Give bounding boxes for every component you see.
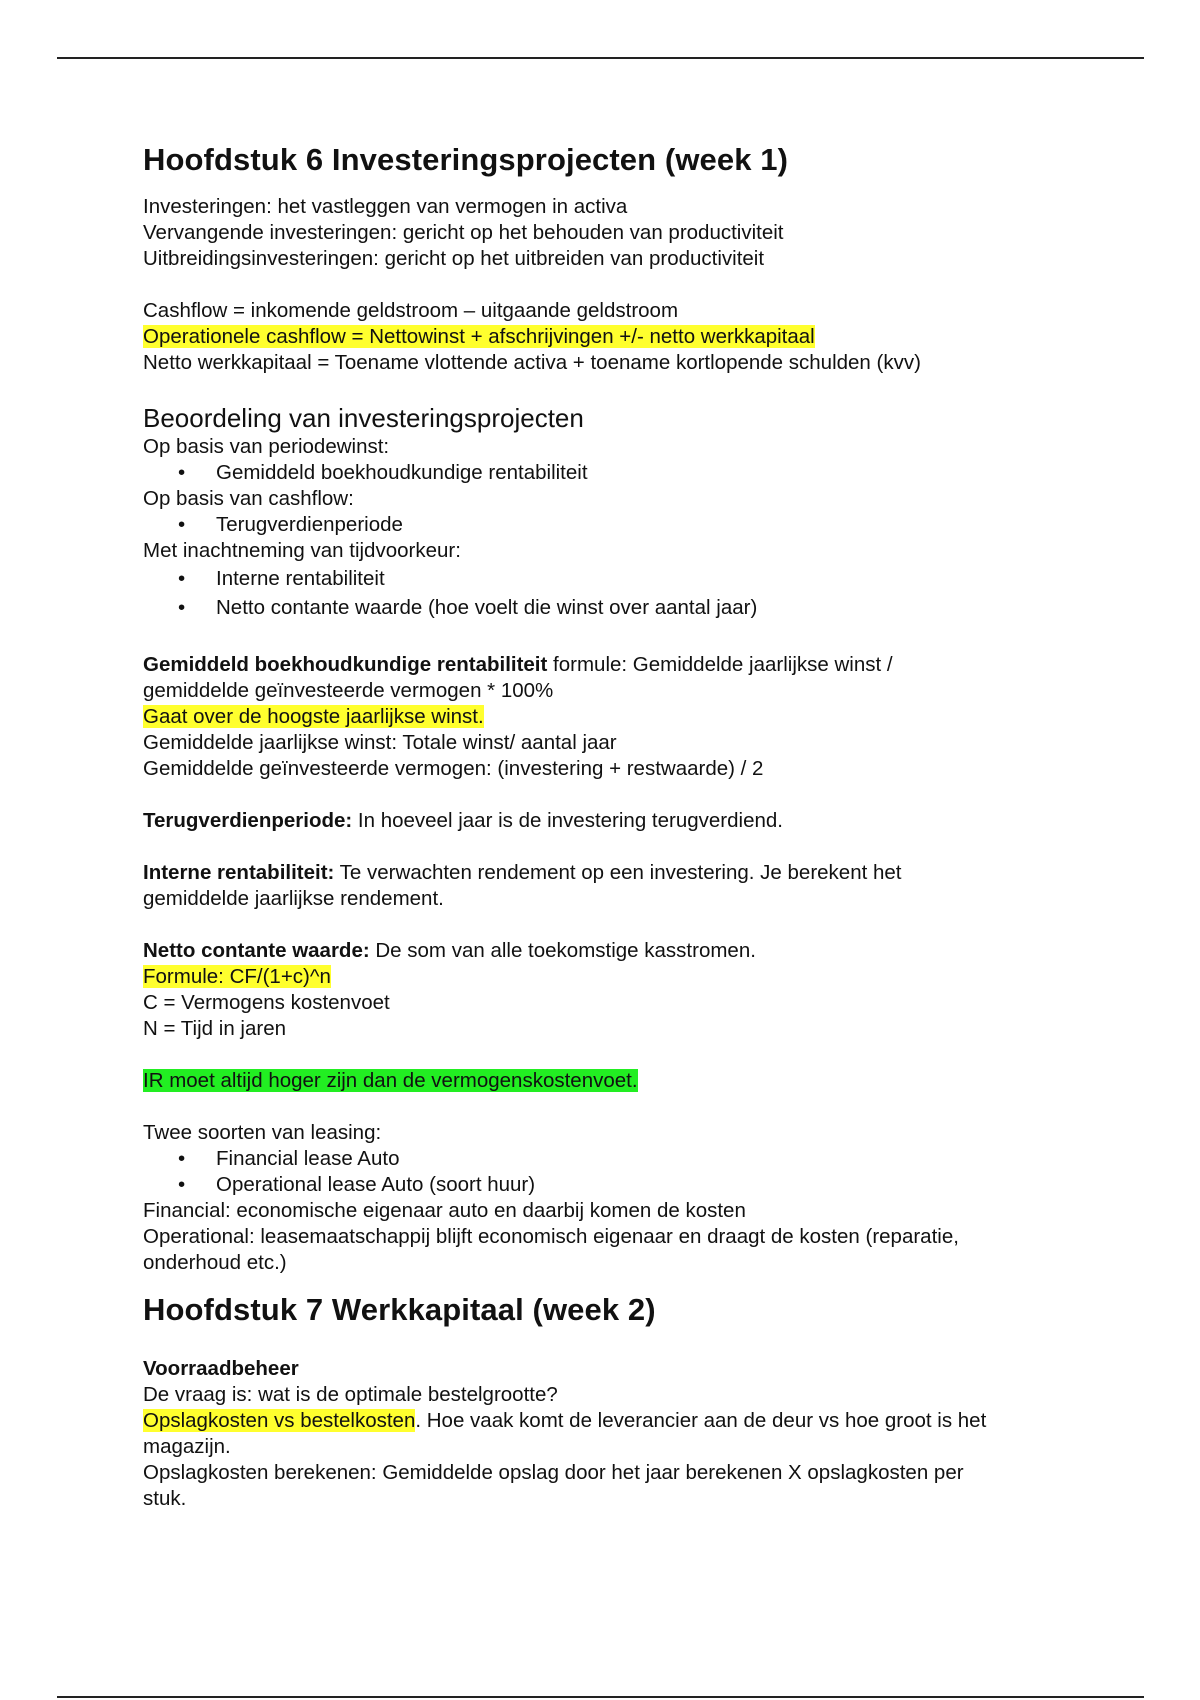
document-body: [143, 140, 1073, 1512]
inventory-question: De vraag is: wat is de optimale bestelgrootte?: [143, 1383, 558, 1406]
basis-time-list: [143, 564, 1073, 622]
inventory-heading-text: Voorraadbeheer: [143, 1357, 299, 1380]
payback-term: Terugverdienperiode:: [143, 809, 353, 832]
avg-profit-line: Gemiddelde jaarlijkse winst: Totale winst/ aantal jaar: [143, 731, 617, 754]
bottom-rule: [57, 1696, 1144, 1698]
top-rule: [57, 57, 1144, 59]
list-item: • Financial lease Auto: [143, 1146, 1073, 1172]
payback-paragraph: [143, 808, 1073, 834]
list-item: • Netto contante waarde (hoe voelt die winst over aantal jaar): [143, 593, 1073, 622]
npv-text: De som van alle toekomstige kasstromen.: [369, 939, 756, 962]
list-item: • Gemiddeld boekhoudkundige rentabiliteit: [143, 460, 1073, 486]
npv-term: Netto contante waarde:: [143, 939, 370, 962]
irr-paragraph: [143, 860, 1073, 886]
intro-line: Investeringen: het vastleggen van vermogen in activa: [143, 195, 628, 218]
list-item: • Interne rentabiliteit: [143, 564, 1073, 593]
gbr-paragraph: [143, 652, 1073, 678]
cashflow-definition: Cashflow = inkomende geldstroom – uitgaande geldstroom: [143, 299, 679, 322]
highlight-storage-vs-order: Opslagkosten vs bestelkosten: [143, 1409, 416, 1432]
highlight-npv-formula: Formule: CF/(1+c)^n: [143, 965, 331, 988]
npv-paragraph: [143, 938, 1073, 964]
gbr-formula-cont: gemiddelde geïnvesteerde vermogen * 100%: [143, 679, 554, 702]
net-working-capital-line: Netto werkkapitaal = Toename vlottende activa + toename kortlopende schulden (kvv): [143, 351, 921, 374]
storage-calc-cont: stuk.: [143, 1487, 187, 1510]
inventory-costs-line: [143, 1408, 1073, 1434]
avg-capital-line: Gemiddelde geïnvesteerde vermogen: (investering + restwaarde) / 2: [143, 757, 764, 780]
operational-cashflow-line: [143, 324, 1073, 350]
irr-rule-line: [143, 1068, 1073, 1094]
intro-line: Uitbreidingsinvesteringen: gericht op het uitbreiden van productiviteit: [143, 247, 765, 270]
gbr-term: Gemiddeld boekhoudkundige rentabiliteit: [143, 653, 548, 676]
intro-line: Vervangende investeringen: gericht op het behouden van productiviteit: [143, 221, 784, 244]
basis-cashflow-list: [143, 512, 1073, 538]
inventory-costs-cont: magazijn.: [143, 1435, 231, 1458]
irr-term: Interne rentabiliteit:: [143, 861, 335, 884]
inventory-heading: [143, 1356, 1073, 1382]
assessment-heading: Beoordeling van investeringsprojecten: [143, 403, 584, 433]
gbr-formula: formule: Gemiddelde jaarlijkse winst /: [547, 653, 893, 676]
npv-formula-line: [143, 964, 1073, 990]
financial-lease-line: Financial: economische eigenaar auto en daarbij komen de kosten: [143, 1199, 746, 1222]
operational-lease-line: Operational: leasemaatschappij blijft economisch eigenaar en draagt de kosten (reparatie,: [143, 1225, 959, 1248]
chapter-7-title: Hoofdstuk 7 Werkkapitaal (week 2): [143, 1292, 656, 1327]
highlight-irr-rule: IR moet altijd hoger zijn dan de vermogenskostenvoet.: [143, 1069, 638, 1092]
basis-profit-list: [143, 460, 1073, 486]
leasing-list: [143, 1146, 1073, 1198]
list-item: • Operational lease Auto (soort huur): [143, 1172, 1073, 1198]
npv-c-definition: C = Vermogens kostenvoet: [143, 991, 390, 1014]
basis-time-label: Met inachtneming van tijdvoorkeur:: [143, 539, 461, 562]
leasing-intro: Twee soorten van leasing:: [143, 1121, 382, 1144]
gbr-note-line: [143, 704, 1073, 730]
irr-text-cont: gemiddelde jaarlijkse rendement.: [143, 887, 444, 910]
inventory-costs-rest: . Hoe vaak komt de leverancier aan de deur vs hoe groot is het: [415, 1409, 987, 1432]
highlight-operational-cashflow: Operationele cashflow = Nettowinst + afschrijvingen +/- netto werkkapitaal: [143, 325, 815, 348]
basis-profit-label: Op basis van periodewinst:: [143, 435, 390, 458]
basis-cashflow-label: Op basis van cashflow:: [143, 487, 354, 510]
payback-text: In hoeveel jaar is de investering terugverdiend.: [352, 809, 783, 832]
highlight-gbr-note: Gaat over de hoogste jaarlijkse winst.: [143, 705, 484, 728]
list-item: • Terugverdienperiode: [143, 512, 1073, 538]
irr-text: Te verwachten rendement op een investering. Je berekent het: [334, 861, 902, 884]
operational-lease-cont: onderhoud etc.): [143, 1251, 287, 1274]
storage-calc-line: Opslagkosten berekenen: Gemiddelde opslag door het jaar berekenen X opslagkosten per: [143, 1461, 964, 1484]
npv-n-definition: N = Tijd in jaren: [143, 1017, 286, 1040]
chapter-6-title: Hoofdstuk 6 Investeringsprojecten (week 1): [143, 142, 789, 177]
